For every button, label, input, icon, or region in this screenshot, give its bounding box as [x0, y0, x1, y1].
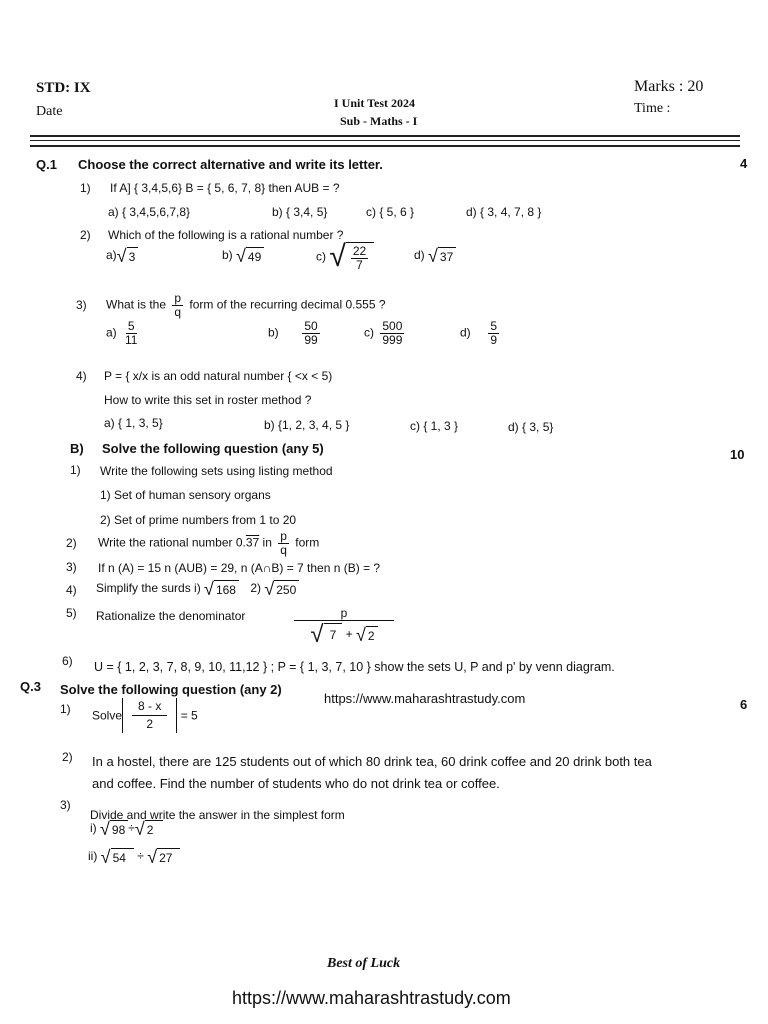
option-d [414, 247, 456, 265]
best-of-luck: Best of Luck [327, 956, 401, 971]
question-number: 6) [62, 654, 73, 668]
option-b-letter: b) [222, 248, 233, 263]
fraction [351, 245, 368, 272]
divide-sign: ÷ [128, 821, 135, 836]
radicand: 27 [157, 848, 180, 866]
option-a-letter: a) [106, 248, 117, 263]
sqrt-expression: √ 98 [100, 820, 128, 838]
option-b: b) { 3,4, 5} [272, 205, 328, 219]
sqrt-expression: √ 7 [310, 623, 342, 647]
question-text-mid: in [259, 535, 272, 550]
q1-title: Choose the correct alternative and write its letter. [78, 157, 383, 172]
qb-number: B) [70, 441, 84, 456]
sub-item-i [90, 820, 163, 838]
question-text: U = { 1, 2, 3, 7, 8, 9, 10, 11,12 } ; P = { 1, 3, 7, 10 } show the sets U, P and p' by venn diagram. [94, 660, 615, 674]
option-c [316, 242, 374, 272]
sqrt-expression: √ 168 [204, 580, 239, 598]
question-number: 1) [60, 702, 71, 716]
radicand: 98 [110, 820, 128, 838]
numerator: 50 [304, 319, 318, 333]
question-text: Write the following sets using listing method [100, 464, 333, 478]
radicand: 37 [438, 247, 456, 265]
option-d-letter: d) [460, 325, 471, 340]
denominator: 999 [382, 333, 403, 347]
radicand: 2 [366, 626, 378, 644]
numerator: 5 [127, 319, 135, 333]
repeating-digits: 37 [245, 535, 260, 550]
fraction [278, 530, 289, 557]
option-a-letter: a) [106, 325, 117, 340]
option-c: c) { 5, 6 } [366, 205, 415, 219]
question-text: If A] { 3,4,5,6} B = { 5, 6, 7, 8} then AUB = ? [110, 181, 340, 195]
denominator: 9 [490, 333, 498, 347]
question-number: 1) [80, 181, 91, 195]
question-number: 4) [66, 583, 77, 597]
option-b-letter: b) [268, 325, 279, 340]
header-rule-top [30, 135, 740, 137]
option-b [222, 247, 264, 265]
denominator: 7 [356, 258, 363, 273]
numerator: p [174, 291, 182, 305]
question-text-pre: Solve [92, 708, 123, 723]
q3-title: Solve the following question (any 2) [60, 682, 282, 697]
question-text: and coffee. Find the number of students who do not drink tea or coffee. [92, 776, 500, 791]
question-text: If n (A) = 15 n (AUB) = 29, n (A∩B) = 7 then n (B) = ? [98, 561, 381, 575]
numerator: 22 [352, 244, 367, 259]
option-a [106, 320, 142, 347]
fraction [172, 292, 183, 319]
footer-url[interactable]: https://www.maharashtrastudy.com [232, 988, 511, 1008]
numerator: 500 [382, 319, 403, 333]
question-number: 1) [70, 463, 81, 477]
question-text-mid: 2) [250, 581, 261, 596]
denominator: 99 [304, 333, 318, 347]
question-text: How to write this set in roster method ? [104, 393, 312, 407]
radicand: 49 [246, 247, 264, 265]
radicand: 250 [274, 580, 299, 598]
sqrt-expression: √ 49 [236, 247, 264, 265]
option-a: a) { 1, 3, 5} [104, 416, 163, 430]
question-number: 3) [60, 798, 71, 812]
q1-marks: 4 [740, 156, 748, 171]
option-c-letter: c) [364, 325, 374, 340]
qb-marks: 10 [730, 447, 745, 462]
denominator: 11 [125, 333, 138, 347]
denominator: q [280, 543, 287, 557]
option-c [364, 320, 407, 347]
question-number: 3) [66, 560, 77, 574]
radicand: 3 [127, 247, 139, 265]
question-number: 3) [76, 298, 87, 312]
numerator: p [294, 606, 394, 621]
option-b [268, 320, 323, 347]
q1-number: Q.1 [36, 157, 57, 172]
absolute-value [122, 698, 177, 733]
numerator: 5 [490, 319, 498, 333]
fraction [302, 320, 319, 347]
question-number: 5) [66, 606, 77, 620]
time-label: Time : [634, 101, 671, 116]
option-d: d) { 3, 5} [508, 420, 554, 434]
denominator: 2 [146, 717, 154, 731]
numerator: 8 - x [132, 698, 167, 716]
sub-item: 2) Set of prime numbers from 1 to 20 [100, 513, 297, 527]
q3-marks: 6 [740, 697, 748, 712]
std-label: STD: IX [36, 80, 91, 96]
sqrt-expression: √ 2 [135, 820, 164, 838]
sqrt-expression: √ 3 [117, 247, 139, 265]
option-a: a) { 3,4,5,6,7,8} [108, 205, 191, 219]
sub-item-ii [88, 848, 180, 866]
question-text [106, 292, 386, 319]
sub-item-label: i) [90, 821, 97, 836]
date-label: Date [36, 104, 63, 119]
radicand: 168 [214, 580, 239, 598]
option-a [106, 247, 138, 265]
radicand: 54 [111, 848, 134, 866]
question-number: 2) [62, 750, 73, 764]
question-text-pre: Write the rational number 0. [98, 535, 246, 550]
sqrt-expression: √ 37 [428, 247, 456, 265]
header-rule-bottom [30, 145, 740, 147]
question-text: Rationalize the denominator [96, 609, 246, 623]
question-text: Which of the following is a rational number ? [108, 228, 344, 242]
question-text [96, 580, 299, 598]
option-c-letter: c) [316, 249, 326, 264]
radicand: 2 [145, 820, 164, 838]
test-title: I Unit Test 2024 [334, 96, 416, 110]
option-d-letter: d) [414, 248, 425, 263]
question-text-pre: What is the [106, 297, 167, 312]
question-text: In a hostel, there are 125 students out of which 80 drink tea, 60 drink coffee and 20 drink both tea [92, 754, 652, 769]
sqrt-expression: √ 54 [101, 848, 134, 866]
question-number: 2) [66, 536, 77, 550]
question-text: P = { x/x is an odd natural number { <x < 5) [104, 369, 333, 383]
sub-item-label: ii) [88, 849, 98, 864]
radicand: 7 [324, 623, 343, 647]
fraction [488, 320, 499, 347]
q3-url[interactable]: https://www.maharashtrastudy.com [324, 691, 526, 706]
question-text-post: form [295, 535, 320, 550]
option-c: c) { 1, 3 } [410, 419, 459, 433]
fraction [123, 320, 139, 347]
question-number: 2) [80, 228, 91, 242]
question-text: Divide and write the answer in the simplest form [90, 808, 345, 822]
header-rule-mid [30, 140, 740, 141]
divide-sign: ÷ [137, 849, 144, 864]
question-text [98, 530, 319, 557]
option-d: d) { 3, 4, 7, 8 } [466, 205, 542, 219]
question-text-post: = 5 [180, 708, 198, 723]
sub-item: 1) Set of human sensory organs [100, 488, 271, 502]
subject-title: Sub - Maths - I [340, 114, 418, 128]
q3-number: Q.3 [20, 679, 41, 694]
sqrt-expression: √ 250 [264, 580, 299, 598]
marks-label: Marks : 20 [634, 78, 704, 95]
question-text-post: form of the recurring decimal 0.555 ? [189, 297, 386, 312]
question-text [92, 698, 198, 733]
sqrt-expression: √ 27 [147, 848, 180, 866]
question-number: 4) [76, 369, 87, 383]
fraction [132, 698, 167, 733]
sqrt-expression: √ 2 [356, 626, 378, 644]
option-b: b) {1, 2, 3, 4, 5 } [264, 418, 350, 432]
rationalize-fraction [294, 606, 394, 647]
plus-sign: + [345, 627, 353, 642]
fraction [380, 320, 404, 347]
denominator: q [174, 305, 182, 319]
option-d [460, 320, 502, 347]
sqrt-expression: √ $\frac{22}{7}$ [329, 242, 374, 272]
question-text-pre: Simplify the surds i) [96, 581, 201, 596]
qb-title: Solve the following question (any 5) [102, 441, 324, 456]
numerator: p [280, 529, 287, 543]
